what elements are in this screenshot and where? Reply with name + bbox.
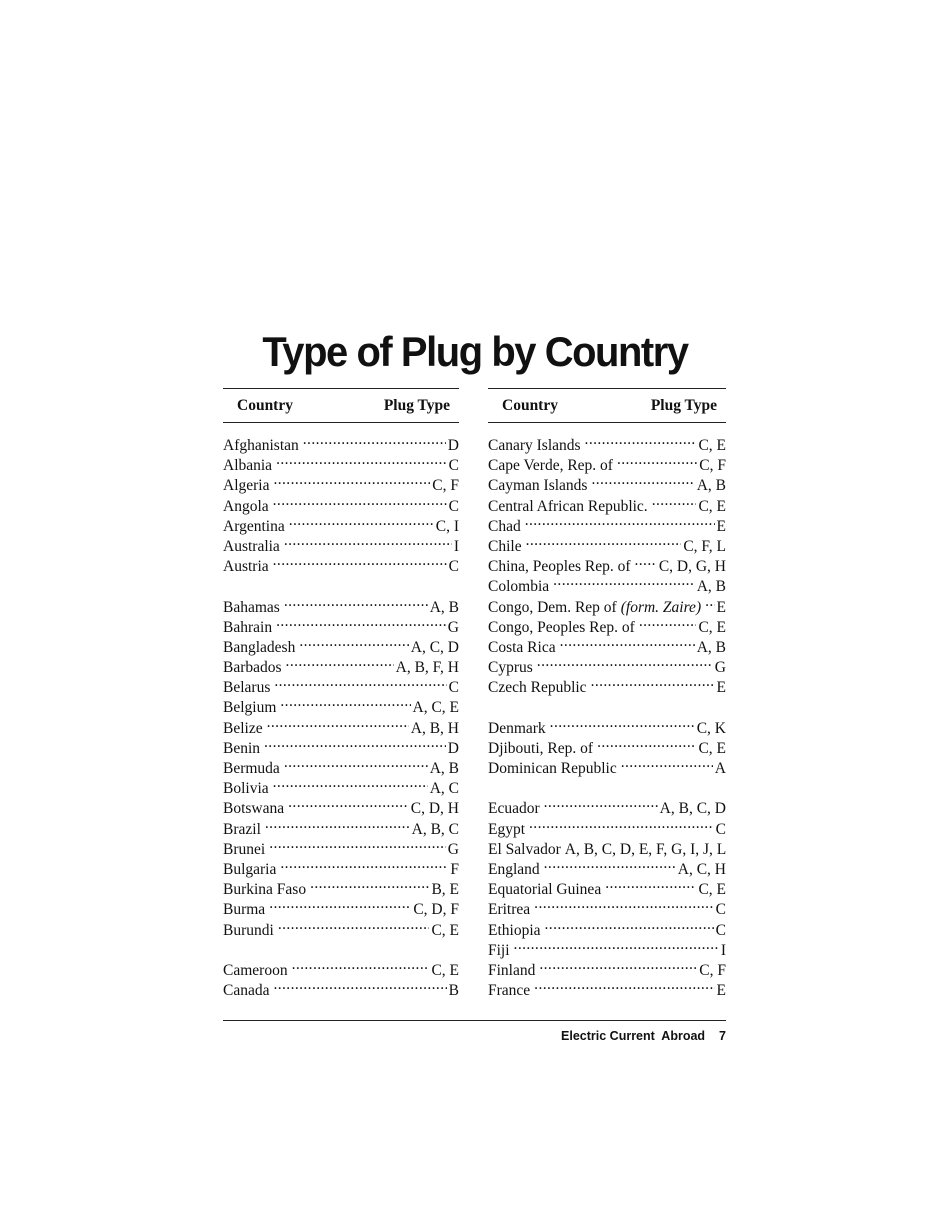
dot-leader <box>271 491 447 511</box>
country-name: Dominican Republic <box>488 760 617 777</box>
country-list <box>223 430 459 1000</box>
country-header: Country <box>237 397 293 414</box>
country-name: Congo, Peoples Rep. of <box>488 618 635 636</box>
country-name: Costa Rica <box>488 638 556 656</box>
plug-type-value: C, E <box>431 961 459 979</box>
plug-type-value: A, B <box>696 578 726 596</box>
plug-type-value: E <box>716 982 726 1000</box>
dot-leader <box>290 955 430 975</box>
dot-leader <box>548 713 695 733</box>
plug-type-value: G <box>714 659 726 677</box>
plug-type-value: C, D, G, H <box>658 558 726 576</box>
plug-type-value: C, F <box>699 961 726 979</box>
country-name: Ecuador <box>488 800 540 818</box>
dot-leader <box>278 692 410 712</box>
dot-leader <box>512 935 719 955</box>
footer-section-title: Electric Current Abroad <box>561 1029 706 1043</box>
dot-leader <box>282 753 428 773</box>
country-row <box>488 430 726 454</box>
country-name: Egypt <box>488 820 526 838</box>
country-name: Burkina Faso <box>223 881 307 899</box>
plug-type-value: C <box>448 497 459 515</box>
dot-leader <box>276 915 430 935</box>
country-name: Chad <box>488 517 521 535</box>
country-name: Bolivia <box>223 780 269 798</box>
country-row <box>223 592 459 616</box>
dot-leader <box>542 793 658 813</box>
plug-type-value: A, B, C, D, E, F, G, I, J, L <box>564 840 727 858</box>
dot-leader <box>287 511 434 531</box>
country-name: Algeria <box>223 477 270 495</box>
dot-leader <box>282 531 452 551</box>
dot-leader <box>308 874 429 894</box>
plug-type-value: C, F, L <box>683 537 726 555</box>
plug-type-value: A, B <box>429 598 459 616</box>
dot-leader <box>267 834 446 854</box>
country-name: Chile <box>488 537 522 555</box>
plug-type-value: C <box>715 901 726 919</box>
left-column <box>223 388 459 1000</box>
page-title: Type of Plug by Country <box>262 328 688 375</box>
plug-type-value: C, E <box>431 921 459 939</box>
dot-leader <box>278 854 448 874</box>
country-name: Belize <box>223 719 263 737</box>
dot-leader <box>619 753 713 773</box>
plug-type-value: A, B, F, H <box>395 659 459 677</box>
plug-type-value: B <box>448 982 459 1000</box>
country-name: China, Peoples Rep. of <box>488 558 631 576</box>
plug-type-value: G <box>447 618 459 636</box>
country-name: Denmark <box>488 719 546 737</box>
plug-type-value: D <box>447 437 459 454</box>
page-footer <box>561 1029 726 1043</box>
plug-type-value: A, B, H <box>410 719 459 737</box>
country-name: Barbados <box>223 659 282 677</box>
plug-type-value: I <box>453 537 459 555</box>
country-name: Angola <box>223 497 269 515</box>
country-row <box>488 793 726 818</box>
plug-type-value: C <box>715 921 726 939</box>
dot-leader <box>274 450 447 470</box>
country-row <box>488 511 726 535</box>
dot-leader <box>595 733 696 753</box>
country-name: Belgium <box>223 699 277 717</box>
dot-leader <box>532 894 713 914</box>
plug-type-value: E <box>716 517 726 535</box>
dot-leader <box>703 592 714 612</box>
plug-type-header: Plug Type <box>383 397 450 414</box>
plug-type-value: C, E <box>698 437 726 454</box>
plug-type-header: Plug Type <box>650 397 717 414</box>
plug-type-value: E <box>716 679 726 697</box>
plug-type-value: A, B <box>429 760 459 777</box>
dot-leader <box>265 713 409 733</box>
plug-type-value: A, C, D <box>410 638 459 656</box>
plug-type-value: I <box>720 941 726 959</box>
dot-leader <box>284 652 394 672</box>
plug-type-value: C, E <box>698 497 726 515</box>
dot-leader <box>633 551 657 571</box>
dot-leader <box>650 491 697 511</box>
plug-type-value: C <box>448 679 459 697</box>
dot-leader <box>524 531 682 551</box>
dot-leader <box>271 551 447 571</box>
country-name: Canada <box>223 982 270 1000</box>
dot-leader <box>263 814 410 834</box>
country-name: Burma <box>223 901 266 919</box>
country-name: Albania <box>223 457 273 475</box>
plug-type-value: C, E <box>698 618 726 636</box>
country-row <box>488 955 726 979</box>
dot-leader <box>271 470 430 490</box>
footer-divider <box>223 1020 726 1021</box>
country-list <box>488 430 727 1000</box>
dot-leader <box>543 915 714 935</box>
column-header <box>488 388 726 423</box>
country-name: Congo, Dem. Rep of <box>488 598 617 616</box>
country-name: Afghanistan <box>223 437 299 454</box>
country-name: Canary Islands <box>488 437 581 454</box>
country-name: Cape Verde, Rep. of <box>488 457 613 475</box>
country-name: Eritrea <box>488 901 531 919</box>
dot-leader <box>262 733 446 753</box>
country-note: (form. Zaire) <box>620 598 702 616</box>
plug-type-value: E <box>716 598 726 616</box>
dot-leader <box>532 975 714 995</box>
country-name: Colombia <box>488 578 550 596</box>
plug-type-value: D <box>447 739 459 757</box>
dot-leader <box>589 672 715 692</box>
page-number: 7 <box>719 1029 726 1043</box>
plug-type-value: C <box>448 558 459 576</box>
country-row <box>488 531 726 555</box>
country-name: Djibouti, Rep. of <box>488 739 594 757</box>
country-name: Equatorial Guinea <box>488 881 602 899</box>
country-name: Bangladesh <box>223 638 296 656</box>
country-name: Belarus <box>223 679 271 697</box>
plug-type-value: A, C, E <box>412 699 459 717</box>
plug-type-value: C <box>715 820 726 838</box>
dot-leader <box>271 773 428 793</box>
plug-type-value: C, E <box>698 739 726 757</box>
plug-type-value: G <box>447 840 459 858</box>
country-name: Botswana <box>223 800 285 818</box>
country-name: Benin <box>223 739 261 757</box>
country-name: Argentina <box>223 517 285 535</box>
dot-leader <box>523 511 715 531</box>
dot-leader <box>274 612 446 632</box>
country-name: Cyprus <box>488 659 533 677</box>
dot-leader <box>301 430 446 450</box>
country-name: Bulgaria <box>223 860 277 878</box>
dot-leader <box>542 854 676 874</box>
dot-leader <box>297 632 408 652</box>
plug-type-value: C, I <box>435 517 459 535</box>
country-name: El Salvador <box>488 840 561 858</box>
right-column <box>488 388 727 1000</box>
country-name: Brunei <box>223 840 266 858</box>
dot-leader <box>282 592 428 612</box>
country-name: Central African Republic. <box>488 497 648 515</box>
dot-leader <box>537 955 697 975</box>
plug-type-value: A, B, C, D <box>659 800 726 818</box>
plug-type-value: C, F <box>699 457 726 475</box>
country-name: Burundi <box>223 921 274 939</box>
dot-leader <box>527 814 714 834</box>
country-row <box>223 430 459 454</box>
plug-type-value: C, D, F <box>413 901 459 919</box>
country-name: Australia <box>223 537 280 555</box>
plug-type-value: A <box>714 760 726 777</box>
plug-type-value: A, B <box>696 638 726 656</box>
dot-leader <box>551 571 695 591</box>
country-name: Bahamas <box>223 598 280 616</box>
plug-type-value: A, C, H <box>677 860 726 878</box>
country-name: Bahrain <box>223 618 273 636</box>
country-header: Country <box>502 397 558 414</box>
country-row <box>223 955 459 979</box>
plug-type-value: C, D, H <box>410 800 459 818</box>
country-name: Cayman Islands <box>488 477 588 495</box>
plug-type-value: C, F <box>432 477 459 495</box>
dot-leader <box>272 672 446 692</box>
dot-leader <box>271 975 446 995</box>
plug-type-value: A, C <box>429 780 459 798</box>
column-header <box>223 388 459 423</box>
dot-leader <box>637 612 697 632</box>
dot-leader <box>267 894 411 914</box>
country-name: Bermuda <box>223 760 280 777</box>
country-name: Cameroon <box>223 961 288 979</box>
country-name: Fiji <box>488 941 510 959</box>
country-name: Finland <box>488 961 536 979</box>
dot-leader <box>535 652 713 672</box>
plug-type-value: F <box>450 860 459 878</box>
plug-type-value: A, B, C <box>411 820 459 838</box>
plug-type-value: C, E <box>698 881 726 899</box>
dot-leader <box>583 430 697 450</box>
dot-leader <box>558 632 695 652</box>
dot-leader <box>286 793 409 813</box>
dot-leader <box>615 450 697 470</box>
plug-type-value: B, E <box>431 881 459 899</box>
plug-type-value: C <box>448 457 459 475</box>
dot-leader <box>603 874 696 894</box>
country-name: Czech Republic <box>488 679 587 697</box>
country-name: Austria <box>223 558 269 576</box>
plug-type-value: A, B <box>696 477 726 495</box>
country-name: Ethiopia <box>488 921 541 939</box>
country-name: England <box>488 860 540 878</box>
country-row <box>488 935 726 959</box>
dot-leader <box>589 470 694 490</box>
country-row <box>488 713 726 737</box>
plug-type-value: C, K <box>696 719 726 737</box>
country-name: France <box>488 982 531 1000</box>
country-name: Brazil <box>223 820 261 838</box>
